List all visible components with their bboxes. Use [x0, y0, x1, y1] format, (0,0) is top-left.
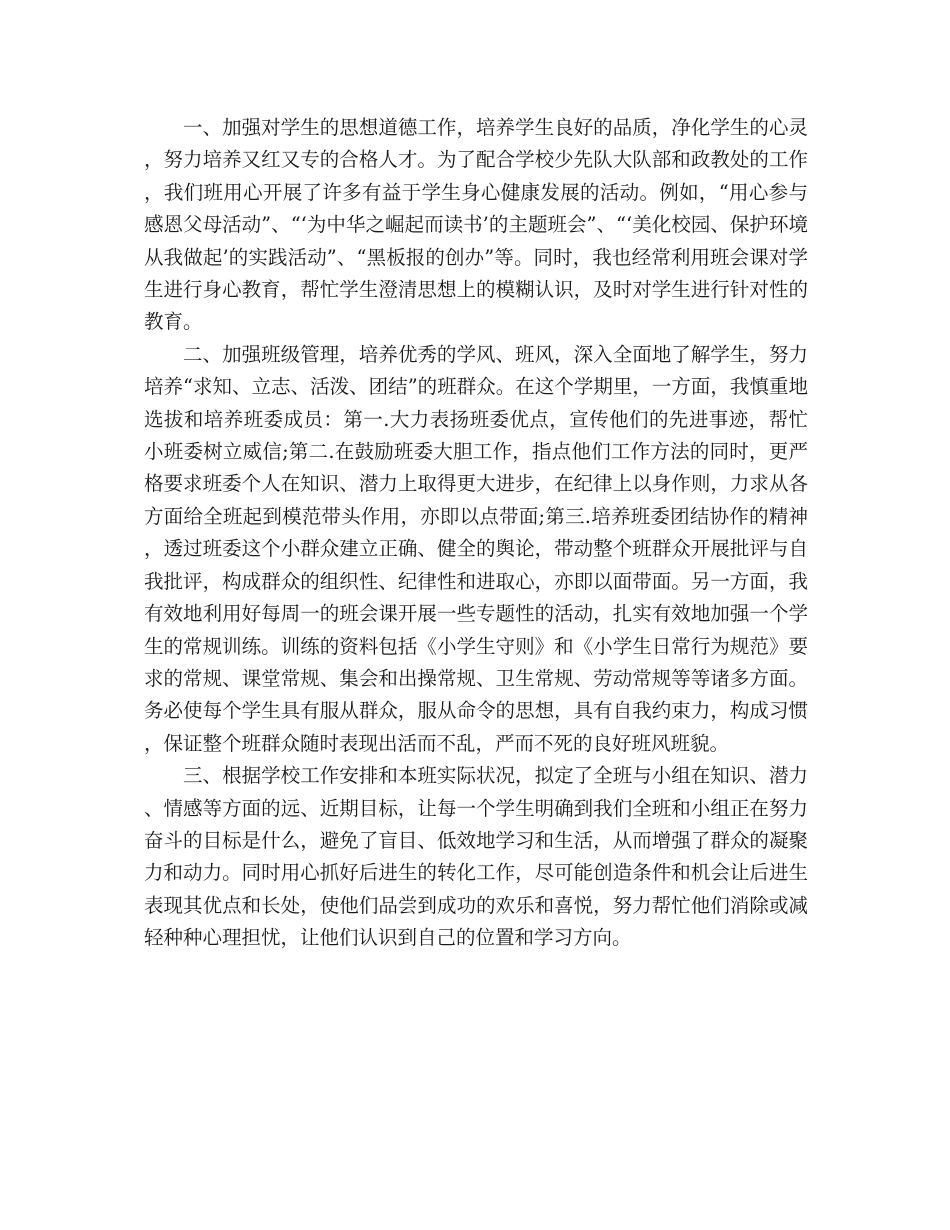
- paragraph-2: 二、加强班级管理，培养优秀的学风、班风，深入全面地了解学生，努力培养“求知、立志、活泼、团结”的班群众。在这个学期里，一方面，我慎重地选拔和培养班委成员：第一.大力表扬班委优点，宣传他们的先进事迹，帮忙小班委树立威信;第二.在鼓励班委大胆工作，指点他们工作方法的同时，更严格要求班委个人在知识、潜力上取得更大进步，在纪律上以身作则，力求从各方面给全班起到模范带头作用，亦即以点带面;第三.培养班委团结协作的精神，透过班委这个小群众建立正确、健全的舆论，带动整个班群众开展批评与自我批评，构成群众的组织性、纪律性和进取心，亦即以面带面。另一方面，我有效地利用好每周一的班会课开展一些专题性的活动，扎实有效地加强一个学生的常规训练。训练的资料包括《小学生守则》和《小学生日常行为规范》要求的常规、课堂常规、集会和出操常规、卫生常规、劳动常规等等诸多方面。务必使每个学生具有服从群众，服从命令的思想，具有自我约束力，构成习惯，保证整个班群众随时表现出活而不乱，严而不死的良好班风班貌。: [144, 342, 808, 755]
- paragraph-3: 三、根据学校工作安排和本班实际状况，拟定了全班与小组在知识、潜力、情感等方面的远、近期目标，让每一个学生明确到我们全班和小组正在努力奋斗的目标是什么，避免了盲目、低效地学习和生活，从而增强了群众的凝聚力和动力。同时用心抓好后进生的转化工作，尽可能创造条件和机会让后进生表现其优点和长处，使他们品尝到成功的欢乐和喜悦，努力帮忙他们消除或减轻种种心理担忧，让他们认识到自己的位置和学习方向。: [144, 764, 808, 950]
- document-body: [144, 112, 808, 955]
- paragraph-1: 一、加强对学生的思想道德工作，培养学生良好的品质，净化学生的心灵，努力培养又红又专的合格人才。为了配合学校少先队大队部和政教处的工作，我们班用心开展了许多有益于学生身心健康发展的活动。例如，“用心参与感恩父母活动”、“‘为中华之崛起而读书’的主题班会”、“‘美化校园、保护环境从我做起’的实践活动”、“黑板报的创办”等。同时，我也经常利用班会课对学生进行身心教育，帮忙学生澄清思想上的模糊认识，及时对学生进行针对性的教育。: [144, 116, 808, 334]
